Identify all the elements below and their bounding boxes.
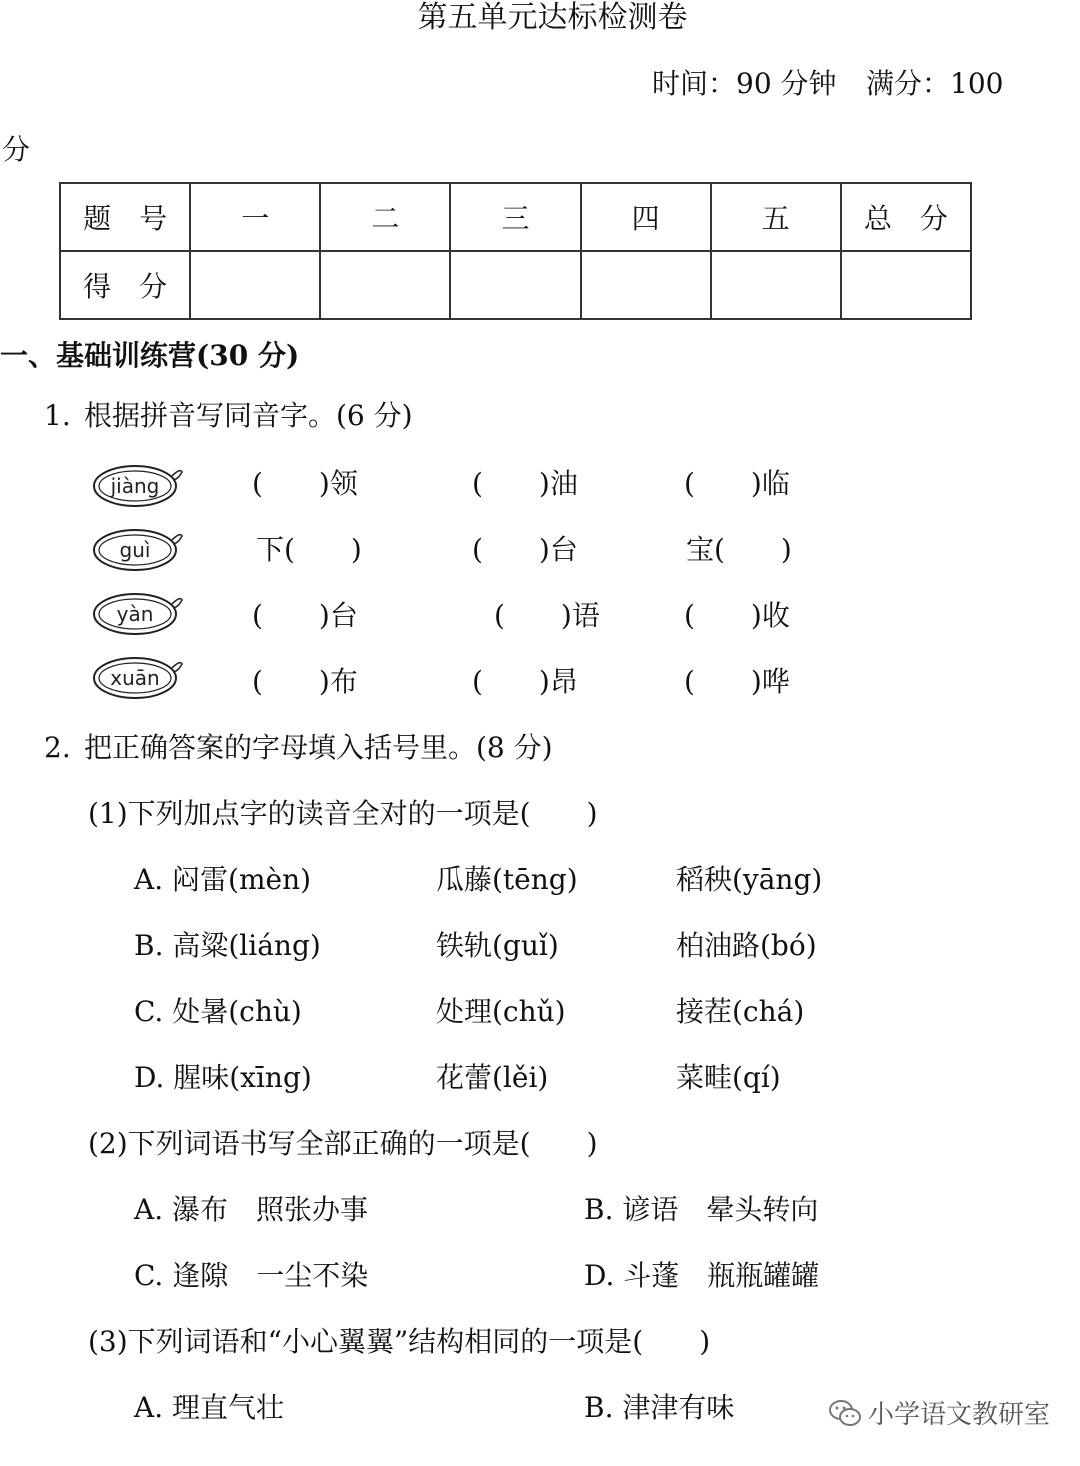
score-header-label: 题 号 (60, 183, 190, 251)
option-d[interactable]: D. 腥味(xīng) (134, 1061, 312, 1094)
score-cell[interactable] (320, 251, 450, 319)
sub-question-1: (1)下列加点字的读音全对的一项是( ) (88, 797, 598, 830)
blank-item[interactable]: 下( ) (256, 533, 362, 566)
blank-item[interactable]: ( )哗 (684, 665, 790, 698)
option-c[interactable]: C. 处暑(chù) (134, 995, 302, 1028)
blank-item[interactable]: ( )收 (684, 599, 790, 632)
option-d-word3: 菜畦(qí) (676, 1061, 781, 1094)
blank-item[interactable]: ( )台 (472, 533, 578, 566)
blank-item[interactable]: ( )领 (252, 467, 358, 500)
section-heading: 一、基础训练营(30 分) (0, 339, 300, 372)
score-cell[interactable] (841, 251, 971, 319)
blank-item[interactable]: ( )语 (494, 599, 600, 632)
option-b-word3: 柏油路(bó) (676, 929, 817, 962)
option-b[interactable]: B. 津津有味 (584, 1391, 735, 1424)
score-header-1: 一 (190, 183, 320, 251)
option-b[interactable]: B. 高粱(liáng) (134, 929, 321, 962)
option-a[interactable]: A. 闷雷(mèn) (134, 863, 312, 896)
score-header-4: 四 (581, 183, 711, 251)
score-header-total: 总 分 (841, 183, 971, 251)
blank-item[interactable]: ( )油 (472, 467, 578, 500)
blank-item[interactable]: ( )昂 (472, 665, 578, 698)
pinyin-label: jiàng (110, 474, 160, 498)
watermark (828, 1394, 1050, 1431)
blank-item[interactable]: ( )布 (252, 665, 358, 698)
pinyin-cloud (92, 526, 184, 574)
watermark-text: 小学语文教研室 (867, 1400, 1050, 1430)
option-a[interactable]: A. 瀑布 照张办事 (134, 1193, 369, 1226)
pinyin-cloud (92, 654, 184, 702)
option-c[interactable]: C. 逢隙 一尘不染 (134, 1259, 369, 1292)
full-score: 满分：100 (866, 67, 1004, 100)
option-c-word3: 接茬(chá) (676, 995, 805, 1028)
option-b-word2: 铁轨(guǐ) (436, 929, 559, 962)
option-a[interactable]: A. 理直气壮 (134, 1391, 285, 1424)
question-text: 把正确答案的字母填入括号里。(8 分) (84, 731, 553, 764)
blank-item[interactable]: 宝( ) (686, 533, 792, 566)
question-number: 2. (44, 731, 71, 764)
wechat-icon (828, 1398, 862, 1428)
pinyin-label: guì (119, 538, 151, 562)
page-title: 第五单元达标检测卷 (417, 0, 688, 35)
blank-item[interactable]: ( )台 (252, 599, 358, 632)
score-table-score-row (60, 251, 971, 319)
question-text: 根据拼音写同音字。(6 分) (84, 399, 413, 432)
sub-question-2: (2)下列词语书写全部正确的一项是( ) (88, 1127, 598, 1160)
option-d-word2: 花蕾(lěi) (436, 1061, 549, 1094)
score-cell[interactable] (450, 251, 580, 319)
blank-item[interactable]: ( )临 (684, 467, 790, 500)
option-a-word2: 瓜藤(tēng) (436, 863, 578, 896)
score-row-label: 得 分 (60, 251, 190, 319)
time-limit: 时间：90 分钟 (652, 67, 837, 100)
option-d[interactable]: D. 斗蓬 瓶瓶罐罐 (584, 1259, 820, 1292)
score-header-5: 五 (711, 183, 841, 251)
score-cell[interactable] (581, 251, 711, 319)
question-number: 1. (44, 399, 71, 432)
pinyin-cloud (92, 462, 184, 510)
option-b[interactable]: B. 谚语 晕头转向 (584, 1193, 819, 1226)
option-c-word2: 处理(chǔ) (436, 995, 566, 1028)
score-cell[interactable] (190, 251, 320, 319)
full-score-unit: 分 (2, 133, 31, 166)
score-header-2: 二 (320, 183, 450, 251)
score-cell[interactable] (711, 251, 841, 319)
pinyin-label: xuān (110, 666, 160, 690)
score-table-header-row (60, 183, 971, 251)
pinyin-label: yàn (116, 602, 154, 626)
option-a-word3: 稻秧(yāng) (676, 863, 823, 896)
score-header-3: 三 (450, 183, 580, 251)
sub-question-3: (3)下列词语和“小心翼翼”结构相同的一项是( ) (88, 1325, 711, 1358)
pinyin-cloud (92, 590, 184, 638)
score-table (59, 182, 972, 320)
